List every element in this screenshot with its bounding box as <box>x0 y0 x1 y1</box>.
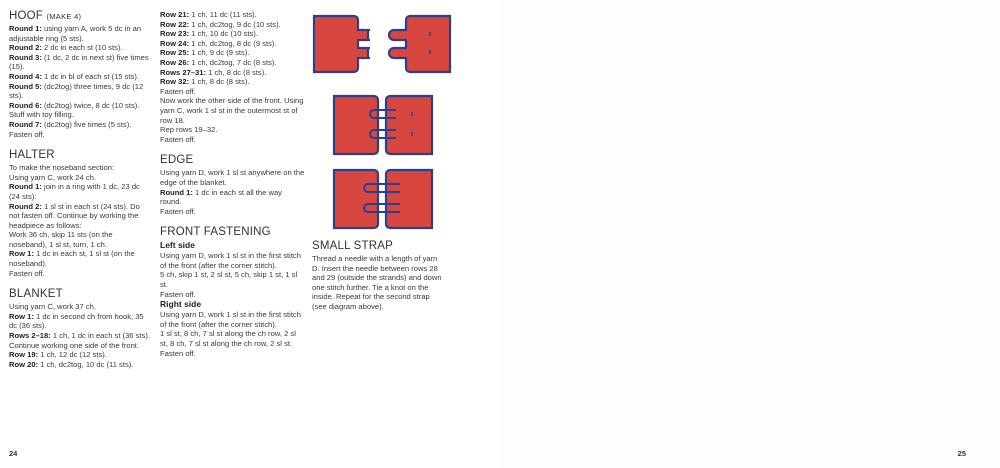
instruction-line <box>312 254 444 312</box>
instruction-label: Round 1: <box>9 182 42 192</box>
left-side-instructions <box>160 251 305 299</box>
edge-title: EDGE <box>160 154 194 167</box>
instruction-text: (dc2tog) five times (5 sts). <box>41 119 132 129</box>
fastening-diagram <box>312 10 452 235</box>
instruction-line <box>160 329 305 348</box>
instruction-line <box>9 101 151 111</box>
instruction-text: using yarn A, work 5 dc in an adjustable ring (5 sts). <box>9 24 142 43</box>
instruction-text: (dc2tog) three times, 9 dc (12 sts). <box>9 81 144 101</box>
blanket-instructions <box>9 302 151 369</box>
page-number-right: 25 <box>957 449 966 458</box>
instruction-line <box>160 77 305 87</box>
right-side-heading: Right side <box>160 299 202 310</box>
column-1 <box>9 10 151 369</box>
instruction-text: Fasten off. <box>9 129 45 139</box>
instruction-line <box>9 341 151 351</box>
instruction-line <box>160 290 305 300</box>
instruction-label: Round 2: <box>9 201 42 211</box>
instruction-label: Round 6: <box>9 100 42 110</box>
instruction-text: (1 dc, 2 dc in next st) five times (15). <box>9 52 149 72</box>
halter-title: HALTER <box>9 149 55 162</box>
instruction-text: 1 ch, dc2tog, 10 dc (11 sts). <box>38 359 134 369</box>
small-strap-instructions <box>312 254 444 312</box>
instruction-label: Row 22: <box>160 19 190 29</box>
instruction-text: Using yarn C, work 37 ch. <box>9 302 96 312</box>
diagram-open-straps <box>314 16 450 72</box>
instruction-line <box>9 331 151 341</box>
instruction-line <box>9 312 151 331</box>
instruction-line <box>160 29 305 39</box>
instruction-text: (dc2tog) twice, 8 dc (10 sts). <box>41 100 140 110</box>
instruction-line <box>9 53 151 72</box>
instruction-text: Stuff with toy filling. <box>9 110 74 120</box>
column-3 <box>312 240 444 312</box>
instruction-line <box>160 135 305 145</box>
instruction-line <box>160 20 305 30</box>
instruction-line <box>9 249 151 268</box>
instruction-text: Fasten off. <box>160 206 196 216</box>
diagram-threaded-straps <box>334 96 432 154</box>
instruction-text: Using yarn D, work 1 sl st anywhere on the edge of the blanket. <box>160 168 305 187</box>
instruction-text: Fasten off. <box>9 268 45 278</box>
instruction-line <box>9 72 151 82</box>
instruction-line <box>9 130 151 140</box>
instruction-text: Using yarn D, work 1 sl st in the first stitch of the front (after the corner stitch). <box>160 310 301 329</box>
instruction-text: 1 ch, dc2tog, 9 dc (10 sts). <box>189 19 281 29</box>
instruction-line <box>160 168 305 187</box>
blanket-instructions-continued <box>160 10 305 144</box>
instruction-text: 1 ch, dc2tog, 7 dc (8 sts). <box>189 57 277 67</box>
instruction-line <box>9 269 151 279</box>
instruction-text: 5 ch, skip 1 st, 2 sl st, 5 ch, skip 1 st, 1 sl st. <box>160 270 298 290</box>
instruction-label: Round 7: <box>9 119 42 129</box>
instruction-label: Row 1: <box>9 249 34 259</box>
instruction-label: Round 1: <box>160 187 193 197</box>
instruction-text: 1 ch, 10 dc (10 sts). <box>189 29 258 39</box>
hoof-title <box>9 10 151 23</box>
instruction-label: Row 21: <box>160 10 190 19</box>
instruction-text: 1 ch, 9 dc (9 sts). <box>189 48 250 58</box>
instruction-line <box>9 230 151 249</box>
instruction-line <box>160 10 305 20</box>
hoof-instructions <box>9 24 151 139</box>
instruction-label: Row 19: <box>9 350 39 360</box>
instruction-text: 1 dc in each st, 1 sl st (on the noseband). <box>9 249 135 269</box>
instruction-label: Row 26: <box>160 57 190 67</box>
instruction-line <box>160 96 305 125</box>
instruction-line <box>160 58 305 68</box>
instruction-label: Rows 2–18: <box>9 331 51 341</box>
instruction-label: Row 23: <box>160 29 190 39</box>
instruction-line <box>9 173 151 183</box>
small-strap-title: SMALL STRAP <box>312 240 394 252</box>
instruction-label: Round 2: <box>9 43 42 53</box>
edge-instructions <box>160 168 305 216</box>
instruction-text: Continue working one side of the front. <box>9 340 140 350</box>
instruction-line <box>160 270 305 289</box>
right-page <box>500 0 1000 468</box>
column-2 <box>160 10 305 358</box>
instruction-text: 1 sl st in each st (24 sts). Do not fasten off. Continue by working the headpiece as follows: <box>9 201 140 230</box>
hoof-subtitle: (MAKE 4) <box>46 12 82 21</box>
instruction-text: Using yarn D, work 1 sl st in the first stitch of the front (after the corner stitch). <box>160 251 301 270</box>
instruction-text: 1 dc in bl of each st (15 sts). <box>41 71 139 81</box>
halter-instructions <box>9 163 151 278</box>
instruction-label: Round 4: <box>9 71 42 81</box>
instruction-label: Row 24: <box>160 38 190 48</box>
instruction-text: 2 dc in each st (10 sts). <box>41 43 123 53</box>
instruction-line <box>9 350 151 360</box>
instruction-line <box>160 48 305 58</box>
instruction-line <box>160 125 305 135</box>
instruction-text: Fasten off. <box>160 86 196 96</box>
right-side-instructions <box>160 310 305 358</box>
instruction-line <box>9 24 151 43</box>
instruction-text: Work 36 ch, skip 11 sts (on the noseband), 1 sl st, turn, 1 ch. <box>9 230 113 249</box>
instruction-text: Fasten off. <box>160 289 196 299</box>
instruction-line <box>160 87 305 97</box>
instruction-line <box>9 360 151 370</box>
instruction-text: 1 ch, 1 dc in each st (36 sts). <box>50 331 150 341</box>
instruction-line <box>160 251 305 270</box>
instruction-label: Round 5: <box>9 81 42 91</box>
instruction-text: 1 dc in second ch from hook, 35 dc (36 sts). <box>9 311 144 331</box>
instruction-text: Rep rows 19–32. <box>160 125 218 135</box>
instruction-line <box>160 207 305 217</box>
hoof-title-text: HOOF <box>9 10 44 22</box>
instruction-line <box>160 68 305 78</box>
instruction-text: Now work the other side of the front. Using yarn C, work 1 sl st in the outermost st of row 18. <box>160 96 304 125</box>
diagram-fastened-straps <box>334 170 432 228</box>
instruction-line <box>160 188 305 207</box>
instruction-line <box>9 43 151 53</box>
instruction-line <box>9 182 151 201</box>
instruction-label: Row 20: <box>9 359 39 369</box>
instruction-label: Round 1: <box>9 24 42 33</box>
instruction-label: Row 25: <box>160 48 190 58</box>
instruction-text: join in a ring with 1 dc, 23 dc (24 sts). <box>9 182 140 201</box>
instruction-text: Fasten off. <box>160 134 196 144</box>
instruction-line <box>9 163 151 173</box>
instruction-line <box>160 39 305 49</box>
instruction-text: 1 ch, 8 dc (8 sts). <box>189 77 250 87</box>
page-number-left: 24 <box>9 449 18 458</box>
instruction-line <box>9 82 151 101</box>
instruction-line <box>160 310 305 329</box>
instruction-text: Thread a needle with a length of yarn D. Insert the needle between rows 28 and 29 (outside the strands) and down one stitch further. Tie a knot on the inside. Repeat for the second strap (see diagram above). <box>312 254 442 311</box>
instruction-line <box>9 302 151 312</box>
instruction-label: Row 32: <box>160 77 190 87</box>
instruction-text: 1 dc in each st all the way round. <box>160 187 282 207</box>
instruction-line <box>160 349 305 359</box>
instruction-text: 1 sl st, 8 ch, 7 sl st along the ch row, 2 sl st, 8 ch, 7 sl st along the ch row, 2 sl st. <box>160 329 296 349</box>
instruction-text: Using yarn C, work 24 ch. <box>9 172 96 182</box>
blanket-title: BLANKET <box>9 288 63 301</box>
instruction-text: Fasten off. <box>160 348 196 358</box>
instruction-text: To make the noseband section: <box>9 163 115 173</box>
instruction-text: 1 ch, dc2tog, 8 dc (9 sts). <box>189 38 277 48</box>
left-side-heading: Left side <box>160 240 195 251</box>
instruction-label: Round 3: <box>9 52 42 62</box>
instruction-text: 1 ch, 12 dc (12 sts). <box>38 350 107 360</box>
instruction-line <box>9 120 151 130</box>
instruction-line <box>9 110 151 120</box>
instruction-label: Row 1: <box>9 311 34 321</box>
instruction-label: Rows 27–31: <box>160 67 207 77</box>
instruction-text: 1 ch, 11 dc (11 sts). <box>189 10 257 19</box>
instruction-line <box>9 202 151 231</box>
front-fastening-title: FRONT FASTENING <box>160 226 271 239</box>
instruction-text: 1 ch, 8 dc (8 sts). <box>206 67 267 77</box>
